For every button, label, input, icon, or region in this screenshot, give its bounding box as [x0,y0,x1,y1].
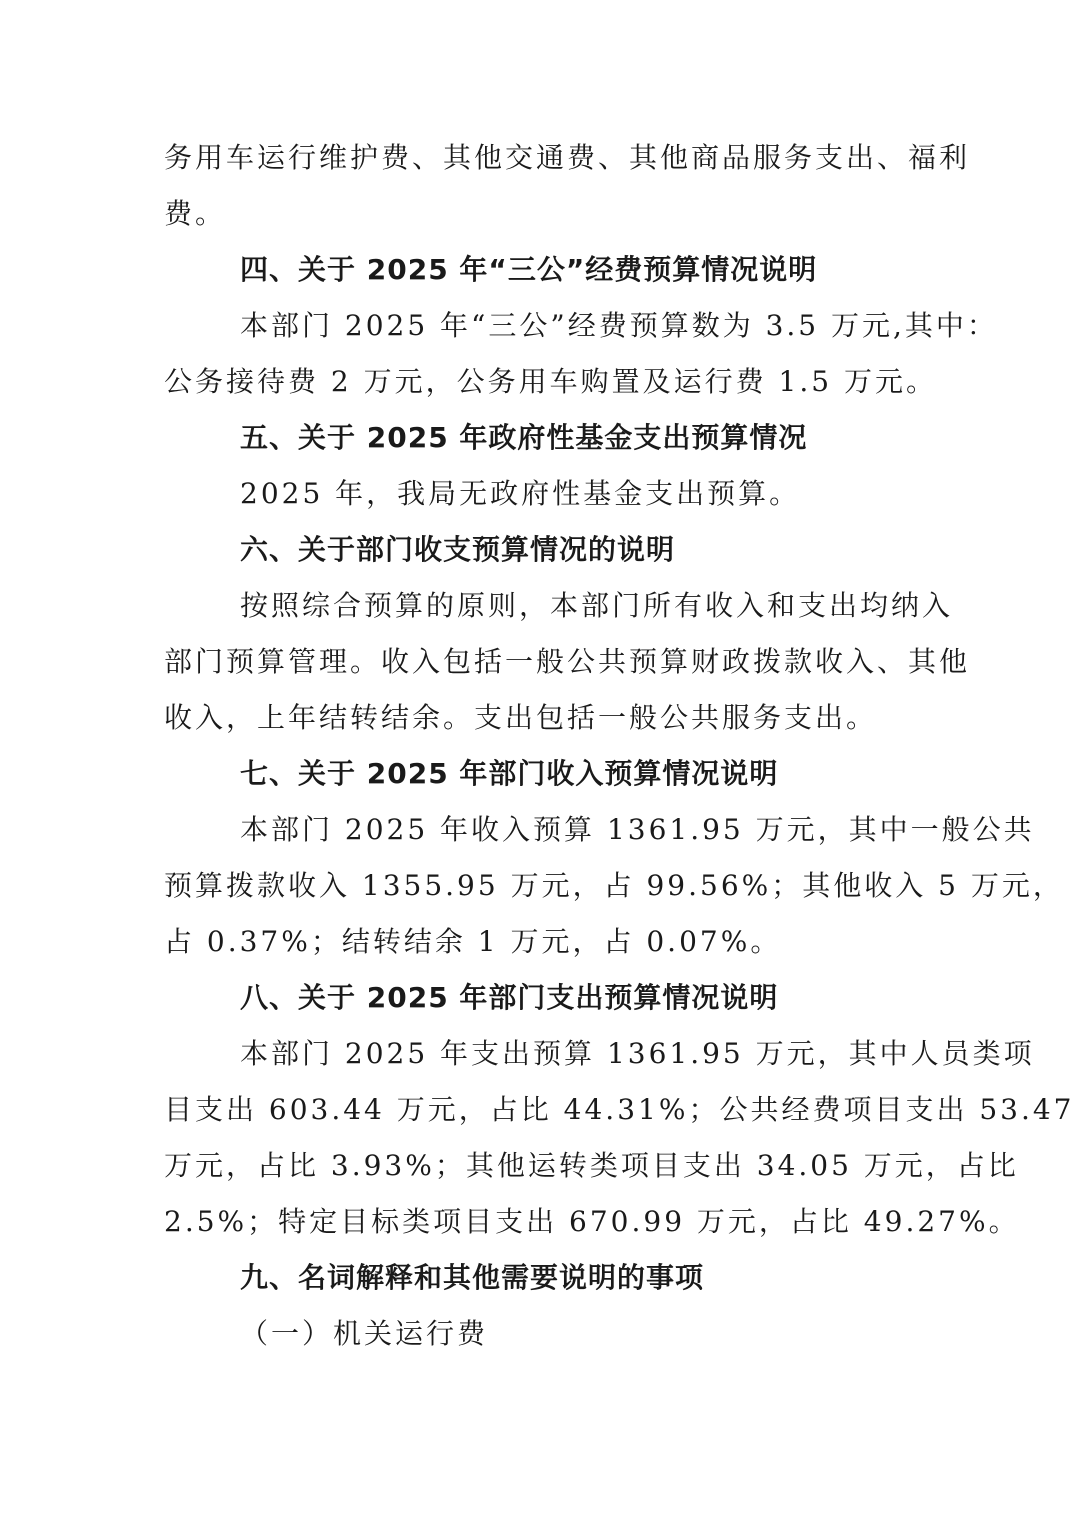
section-heading-7: 七、关于 2025 年部门收入预算情况说明 [240,757,779,790]
section-heading-5: 五、关于 2025 年政府性基金支出预算情况 [240,421,808,454]
section-heading-9: 九、名词解释和其他需要说明的事项 [240,1261,705,1294]
paragraph-line: 目支出 603.44 万元，占比 44.31%；公共经费项目支出 53.47 [164,1093,1074,1126]
subsection-heading: （一）机关运行费 [240,1317,489,1350]
paragraph-line: 2025 年，我局无政府性基金支出预算。 [240,477,801,510]
section-heading-4: 四、关于 2025 年“三公”经费预算情况说明 [240,253,818,286]
paragraph-line: 收入，上年结转结余。支出包括一般公共服务支出。 [164,701,878,734]
paragraph-line: 费。 [164,197,227,230]
paragraph-line: 务用车运行维护费、其他交通费、其他商品服务支出、福利 [164,141,971,174]
paragraph-line: 公务接待费 2 万元，公务用车购置及运行费 1.5 万元。 [164,365,937,398]
paragraph-line: 本部门 2025 年收入预算 1361.95 万元，其中一般公共 [240,813,1035,846]
paragraph-line: 2.5%；特定目标类项目支出 670.99 万元，占比 49.27%。 [164,1205,1020,1238]
section-heading-6: 六、关于部门收支预算情况的说明 [240,533,676,566]
paragraph-line: 部门预算管理。收入包括一般公共预算财政拨款收入、其他 [164,645,971,678]
paragraph-line: 本部门 2025 年支出预算 1361.95 万元，其中人员类项 [240,1037,1035,1070]
paragraph-line: 万元，占比 3.93%；其他运转类项目支出 34.05 万元，占比 [164,1149,1019,1182]
paragraph-line: 占 0.37%；结转结余 1 万元，占 0.07%。 [164,925,782,958]
section-heading-8: 八、关于 2025 年部门支出预算情况说明 [240,981,779,1014]
paragraph-line: 本部门 2025 年“三公”经费预算数为 3.5 万元,其中： [240,309,998,342]
paragraph-line: 按照综合预算的原则，本部门所有收入和支出均纳入 [240,589,954,622]
paragraph-line: 预算拨款收入 1355.95 万元，占 99.56%；其他收入 5 万元， [164,869,1064,902]
